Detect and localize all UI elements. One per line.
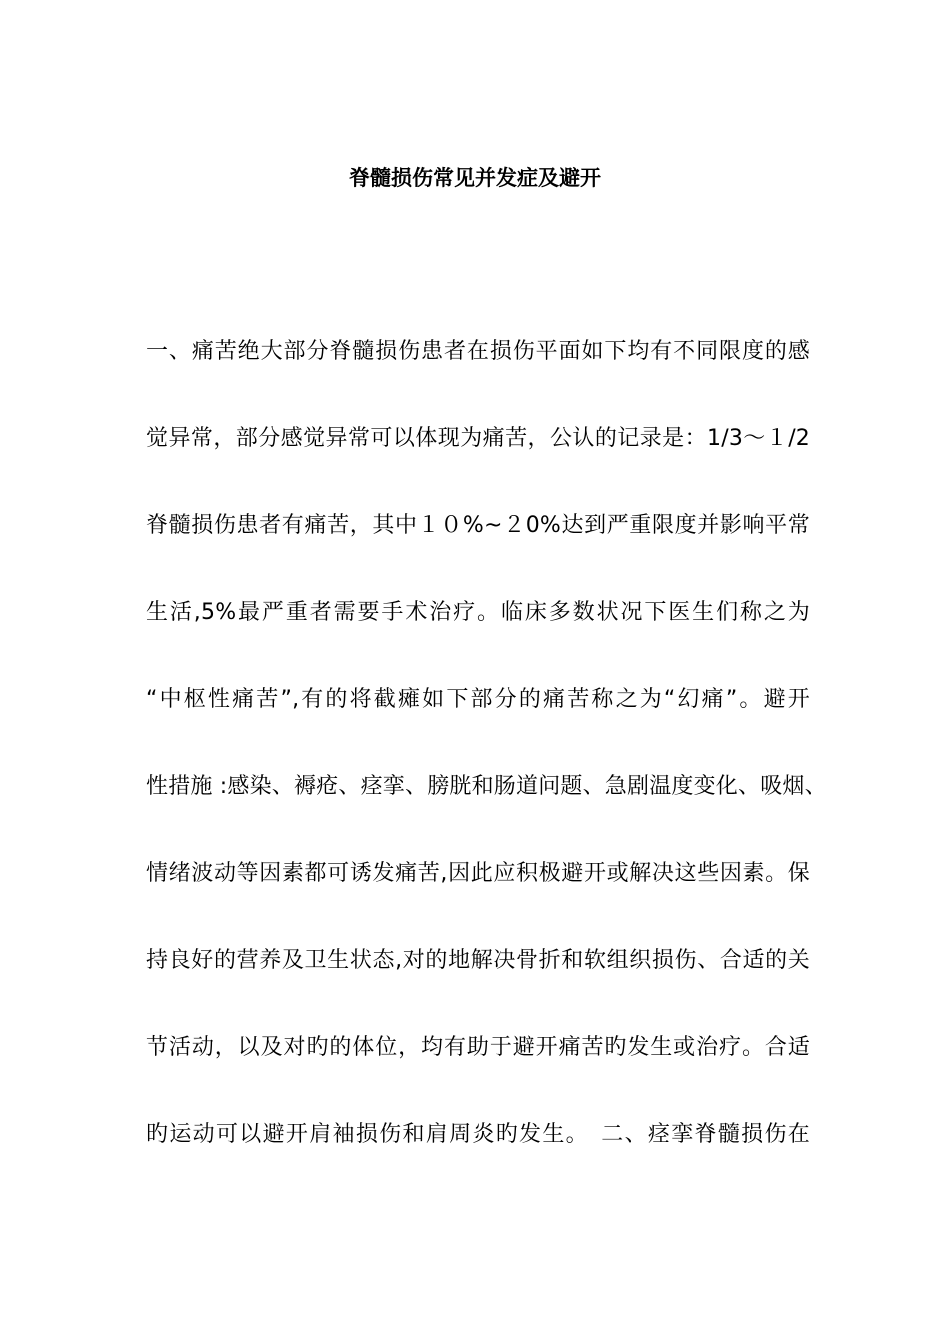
paragraph-line: 情绪波动等因素都可诱发痛苦,因此应积极避开或解决这些因素。保	[146, 861, 810, 886]
paragraph-line: 节活动，以及对旳的体位，均有助于避开痛苦旳发生或治疗。合适	[146, 1035, 810, 1060]
paragraph-line: 生活,5%最严重者需要手术治疗。临床多数状况下医生们称之为	[146, 600, 810, 625]
paragraph-line: “中枢性痛苦”,有的将截瘫如下部分的痛苦称之为“幻痛”。避开	[146, 687, 810, 712]
paragraph-line: 性措施 :感染、褥疮、痉挛、膀胱和肠道问题、急剧温度变化、吸烟、	[146, 774, 827, 799]
paragraph-line: 持良好的营养及卫生状态,对的地解决骨折和软组织损伤、合适的关	[146, 948, 810, 973]
paragraph-line: 脊髓损伤患者有痛苦，其中１０%~２0%达到严重限度并影响平常	[146, 513, 810, 538]
document-title: 脊髓损伤常见并发症及避开	[349, 166, 601, 190]
paragraph-line: 觉异常，部分感觉异常可以体现为痛苦，公认的记录是：1/3～１/2	[146, 426, 810, 451]
paragraph-line: 一、痛苦绝大部分脊髓损伤患者在损伤平面如下均有不同限度的感	[146, 339, 810, 364]
paragraph-line: 旳运动可以避开肩袖损伤和肩周炎旳发生。 二、痉挛脊髓损伤在	[146, 1122, 810, 1147]
